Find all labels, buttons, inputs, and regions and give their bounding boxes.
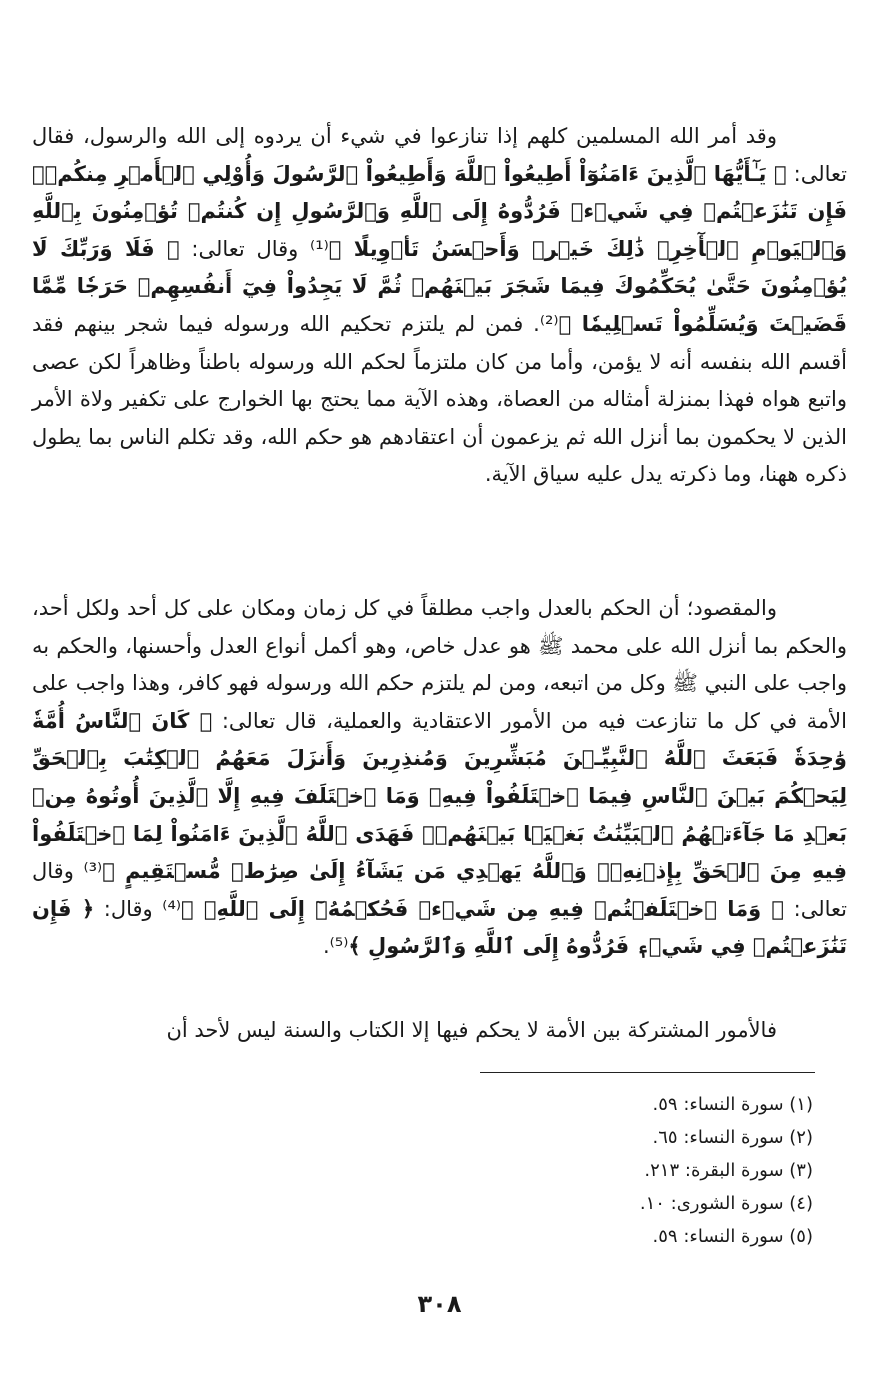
footnote-1: (١) سورة النساء: ٥٩. [652,1094,813,1115]
quran-verse-nisa-65: ﴿ فَلَا وَرَبِّكَ لَا يُؤۡمِنُونَ حَتَّىٰ يُحَكِّمُوكَ فِيمَا شَجَرَ بَيۡنَهُمۡ ثُمَّ لَا يَجِدُواْ فِيٓ أَنفُسِهِمۡ حَرَجٗا مِّمَّا قَضَيۡتَ وَيُسَلِّمُواْ تَسۡلِيمٗا ﴾ [32,236,848,336]
footnote-2: (٢) سورة النساء: ٦٥. [652,1127,813,1148]
p1-text-3: ⁽²⁾. فمن لم يلتزم تحكيم الله ورسوله فيما شجر بينهم فقد أقسم الله بنفسه أنه لا يؤمن، وأما من كان ملتزماً لحكم الله ورسوله باطناً وظاهراً لكن عصى واتبع هواه فهذا بمنزلة أمثاله من العصاة، وهذه الآية مما يحتج بها الخوارج على تكفير ولاة الأمر الذين لا يحكمون بما أنزل الله ثم يزعمون أن اعتقادهم هو حكم الله، وقد تكلم الناس بما يطول ذكره ههنا، وما ذكرته يدل عليه سياق الآية. [32,311,847,487]
paragraph-1-text [32,118,847,494]
footnote-4: (٤) سورة الشورى: ١٠. [639,1193,813,1214]
paragraph-2 [32,590,847,966]
p3-text-1: فالأمور المشتركة بين الأمة لا يحكم فيها إلا الكتاب والسنة ليس لأحد أن [166,1018,777,1042]
p1-text-2: ⁽¹⁾ وقال تعالى: [179,236,329,261]
footnote-3: (٣) سورة البقرة: ٢١٣. [644,1160,813,1181]
p2-text-1: والمقصود؛ أن الحكم بالعدل واجب مطلقاً في كل زمان ومكان على كل أحد ولكل أحد، والحكم بما أنزل الله على محمد ﷺ هو عدل خاص، وهو أكمل أنواع العدل وأحسنها، والحكم به واجب على النبي ﷺ وكل من اتبعه، ومن لم يلتزم حكم الله ورسوله فهو كافر، وهذا واجب على الأمة في كل ما تنازعت فيه من الأمور الاعتقادية والعملية، قال تعالى: [32,596,847,733]
p2-text-3: ⁽⁴⁾ وقال: [94,896,182,921]
p2-text-2: ⁽³⁾ وقال تعالى: [32,859,847,921]
quran-verse-nisa-59: ﴿ يَـٰٓأَيُّهَا ٱلَّذِينَ ءَامَنُوٓاْ أَطِيعُواْ ٱللَّهَ وَأَطِيعُواْ ٱلرَّسُولَ وَأُوْلِي ٱلۡأَمۡرِ مِنكُمۡۖ فَإِن تَنَٰزَعۡتُمۡ فِي شَيۡءٖ فَرُدُّوهُ إِلَى ٱللَّهِ وَٱلرَّسُولِ إِن كُنتُمۡ تُؤۡمِنُونَ بِٱللَّهِ وَٱلۡيَوۡمِ ٱلۡأٓخِرِۚ ذَٰلِكَ خَيۡرٞ وَأَحۡسَنُ تَأۡوِيلًا ﴾ [32,161,847,261]
page-number: ٣٠٨ [417,1290,462,1318]
paragraph-3 [32,1012,847,1050]
quran-verse-nisa-59-b: ﴿ فَإِن تَنَٰزَعۡتُمۡ فِي شَيۡءٖ فَرُدُّوهُ إِلَى ٱللَّهِ وَٱلرَّسُولِ ﴾ [32,896,847,959]
p2-text-4: ⁽⁵⁾. [322,934,349,959]
footnotes-list [413,1088,813,1253]
paragraph-3-text [32,1012,847,1050]
paragraph-2-text [32,590,847,966]
quran-verse-baqara-213: ﴿ كَانَ ٱلنَّاسُ أُمَّةٗ وَٰحِدَةٗ فَبَعَثَ ٱللَّهُ ٱلنَّبِيِّـۧنَ مُبَشِّرِينَ وَمُنذِرِينَ وَأَنزَلَ مَعَهُمُ ٱلۡكِتَٰبَ بِٱلۡحَقِّ لِيَحۡكُمَ بَيۡنَ ٱلنَّاسِ فِيمَا ٱخۡتَلَفُواْ فِيهِۚ وَمَا ٱخۡتَلَفَ فِيهِ إِلَّا ٱلَّذِينَ أُوتُوهُ مِنۢ بَعۡدِ مَا جَآءَتۡهُمُ ٱلۡبَيِّنَٰتُ بَغۡيَۢا بَيۡنَهُمۡۖ فَهَدَى ٱللَّهُ ٱلَّذِينَ ءَامَنُواْ لِمَا ٱخۡتَلَفُواْ فِيهِ مِنَ ٱلۡحَقِّ بِإِذۡنِهِۦۗ وَٱللَّهُ يَهۡدِي مَن يَشَآءُ إِلَىٰ صِرَٰطٖ مُّسۡتَقِيمٍ ﴾ [32,708,847,884]
paragraph-1 [32,118,847,494]
p1-text-1: وقد أمر الله المسلمين كلهم إذا تنازعوا في شيء أن يردوه إلى الله والرسول، فقال تعالى: [32,124,848,186]
quran-verse-shura-10: ﴿ وَمَا ٱخۡتَلَفۡتُمۡ فِيهِ مِن شَيۡءٖ فَحُكۡمُهُۥٓ إِلَى ٱللَّهِۚ ﴾ [181,896,785,921]
footnote-divider [480,1072,815,1073]
footnote-5: (٥) سورة النساء: ٥٩. [652,1226,813,1247]
